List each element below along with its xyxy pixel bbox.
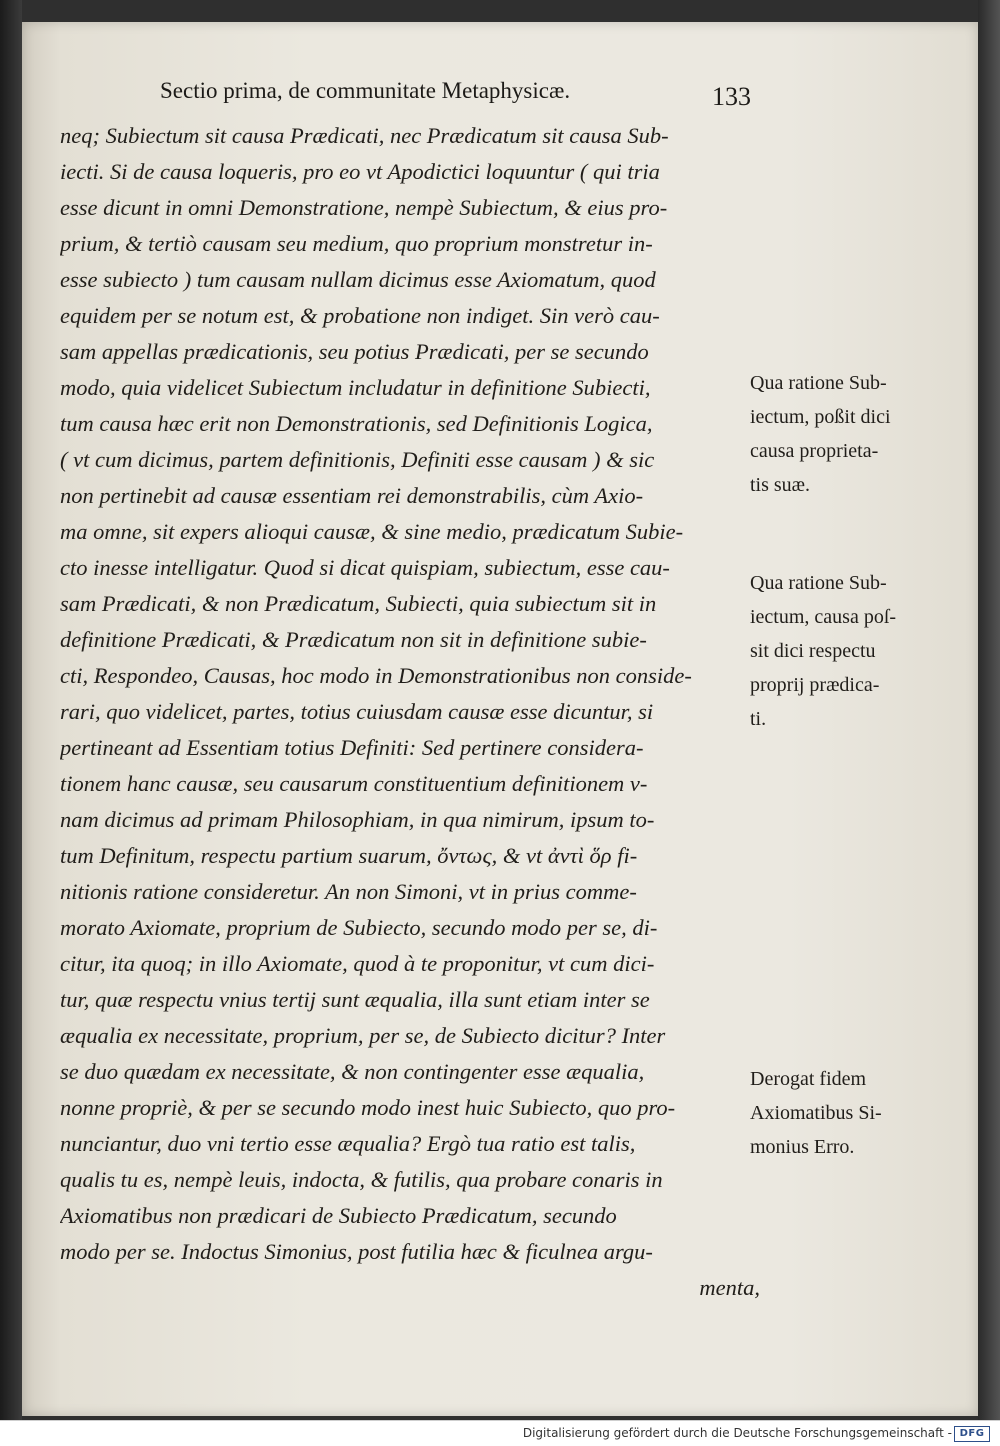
text-line: cto inesse intelligatur. Quod si dicat quispiam, subiectum, esse cau- <box>60 555 670 580</box>
margin-note <box>750 1062 930 1164</box>
main-text-block <box>60 118 760 1306</box>
text-line: equidem per se notum est, & probatione non indiget. Sin verò cau- <box>60 303 660 328</box>
funding-credit: Digitalisierung gefördert durch die Deutsche Forschungsgemeinschaft - <box>522 1426 952 1440</box>
text-line: qualis tu es, nempè leuis, indocta, & futilis, qua probare conaris in <box>60 1167 663 1192</box>
margin-note-line: Qua ratione Sub- <box>750 372 887 394</box>
text-line: modo per se. Indoctus Simonius, post futilia hæc & ficulnea argu- <box>60 1239 653 1264</box>
text-line: nunciantur, duo vni tertio esse æqualia? Ergò tua ratio est talis, <box>60 1131 636 1156</box>
text-line: se duo quædam ex necessitate, & non contingenter esse æqualia, <box>60 1059 645 1084</box>
text-line: definitione Prædicati, & Prædicatum non sit in definitione subie- <box>60 627 647 652</box>
text-line: esse subiecto ) tum causam nullam dicimus esse Axiomatum, quod <box>60 267 656 292</box>
text-line: iecti. Si de causa loqueris, pro eo vt Apodictici loquuntur ( qui tria <box>60 159 660 184</box>
text-line: sam Prædicati, & non Prædicatum, Subiecti, quia subiectum sit in <box>60 591 657 616</box>
text-line: æqualia ex necessitate, proprium, per se, de Subiecto dicitur? Inter <box>60 1023 666 1048</box>
margin-note-line: iectum, poßit dici <box>750 406 891 428</box>
margin-note-line: iectum, causa poſ- <box>750 606 897 628</box>
running-title: Sectio prima, de communitate Metaphysicæ. <box>160 78 571 103</box>
margin-note <box>750 366 930 502</box>
text-line: nam dicimus ad primam Philosophiam, in qua nimirum, ipsum to- <box>60 807 655 832</box>
page-edge <box>978 0 1000 1420</box>
text-line: rari, quo videlicet, partes, totius cuiusdam causæ esse dicuntur, si <box>60 699 654 724</box>
text-line: esse dicunt in omni Demonstratione, nempè Subiectum, & eius pro- <box>60 195 668 220</box>
text-line: citur, ita quoq; in illo Axiomate, quod à te proponitur, vt cum dici- <box>60 951 655 976</box>
text-line: prium, & tertiò causam seu medium, quo proprium monstretur in- <box>60 231 653 256</box>
text-line: nonne propriè, & per se secundo modo inest huic Subiecto, quo pro- <box>60 1095 676 1120</box>
text-line: neq; Subiectum sit causa Prædicati, nec Prædicatum sit causa Sub- <box>60 123 669 148</box>
margin-note-line: sit dici respectu <box>750 640 876 662</box>
text-line: tur, quæ respectu vnius tertij sunt æqualia, illa sunt etiam inter se <box>60 987 650 1012</box>
catchword-line: menta, <box>699 1275 760 1300</box>
text-line: morato Axiomate, proprium de Subiecto, secundo modo per se, di- <box>60 915 658 940</box>
margin-note-line: monius Erro. <box>750 1136 855 1158</box>
margin-note-line: Derogat fidem <box>750 1068 867 1090</box>
text-line: tionem hanc causæ, seu causarum constituentium definitionem v- <box>60 771 648 796</box>
text-line: sam appellas prædicationis, seu potius Prædicati, per se secundo <box>60 339 649 364</box>
dfg-logo: DFG <box>954 1426 990 1442</box>
text-line: modo, quia videlicet Subiectum includatur in definitione Subiecti, <box>60 375 651 400</box>
page-number: 133 <box>712 82 751 111</box>
margin-note-line: ti. <box>750 708 767 730</box>
margin-note-line: tis suæ. <box>750 474 811 496</box>
margin-note-line: Axiomatibus Si- <box>750 1102 882 1124</box>
text-line: nitionis ratione consideretur. An non Simoni, vt in prius comme- <box>60 879 637 904</box>
margin-note <box>750 566 930 736</box>
margin-note-line: Qua ratione Sub- <box>750 572 887 594</box>
text-line: tum causa hæc erit non Demonstrationis, sed Definitionis Logica, <box>60 411 653 436</box>
text-line: pertineant ad Essentiam totius Definiti: Sed pertinere considera- <box>60 735 644 760</box>
text-line: tum Definitum, respectu partium suarum, ὄντως, & vt ἀντὶ ὅρ fi- <box>60 843 638 868</box>
margin-note-line: proprij prædica- <box>750 674 880 696</box>
digitization-footer <box>0 1420 1000 1446</box>
text-line: cti, Respondeo, Causas, hoc modo in Demonstrationibus non conside- <box>60 663 692 688</box>
binding-shadow <box>0 0 22 1420</box>
text-line: Axiomatibus non prædicari de Subiecto Prædicatum, secundo <box>60 1203 617 1228</box>
text-line: non pertinebit ad causæ essentiam rei demonstrabilis, cùm Axio- <box>60 483 644 508</box>
text-line: ( vt cum dicimus, partem definitionis, Definiti esse causam ) & sic <box>60 447 655 472</box>
margin-note-line: causa proprieta- <box>750 440 879 462</box>
text-line: ma omne, sit expers alioqui causæ, & sine medio, prædicatum Subie- <box>60 519 684 544</box>
